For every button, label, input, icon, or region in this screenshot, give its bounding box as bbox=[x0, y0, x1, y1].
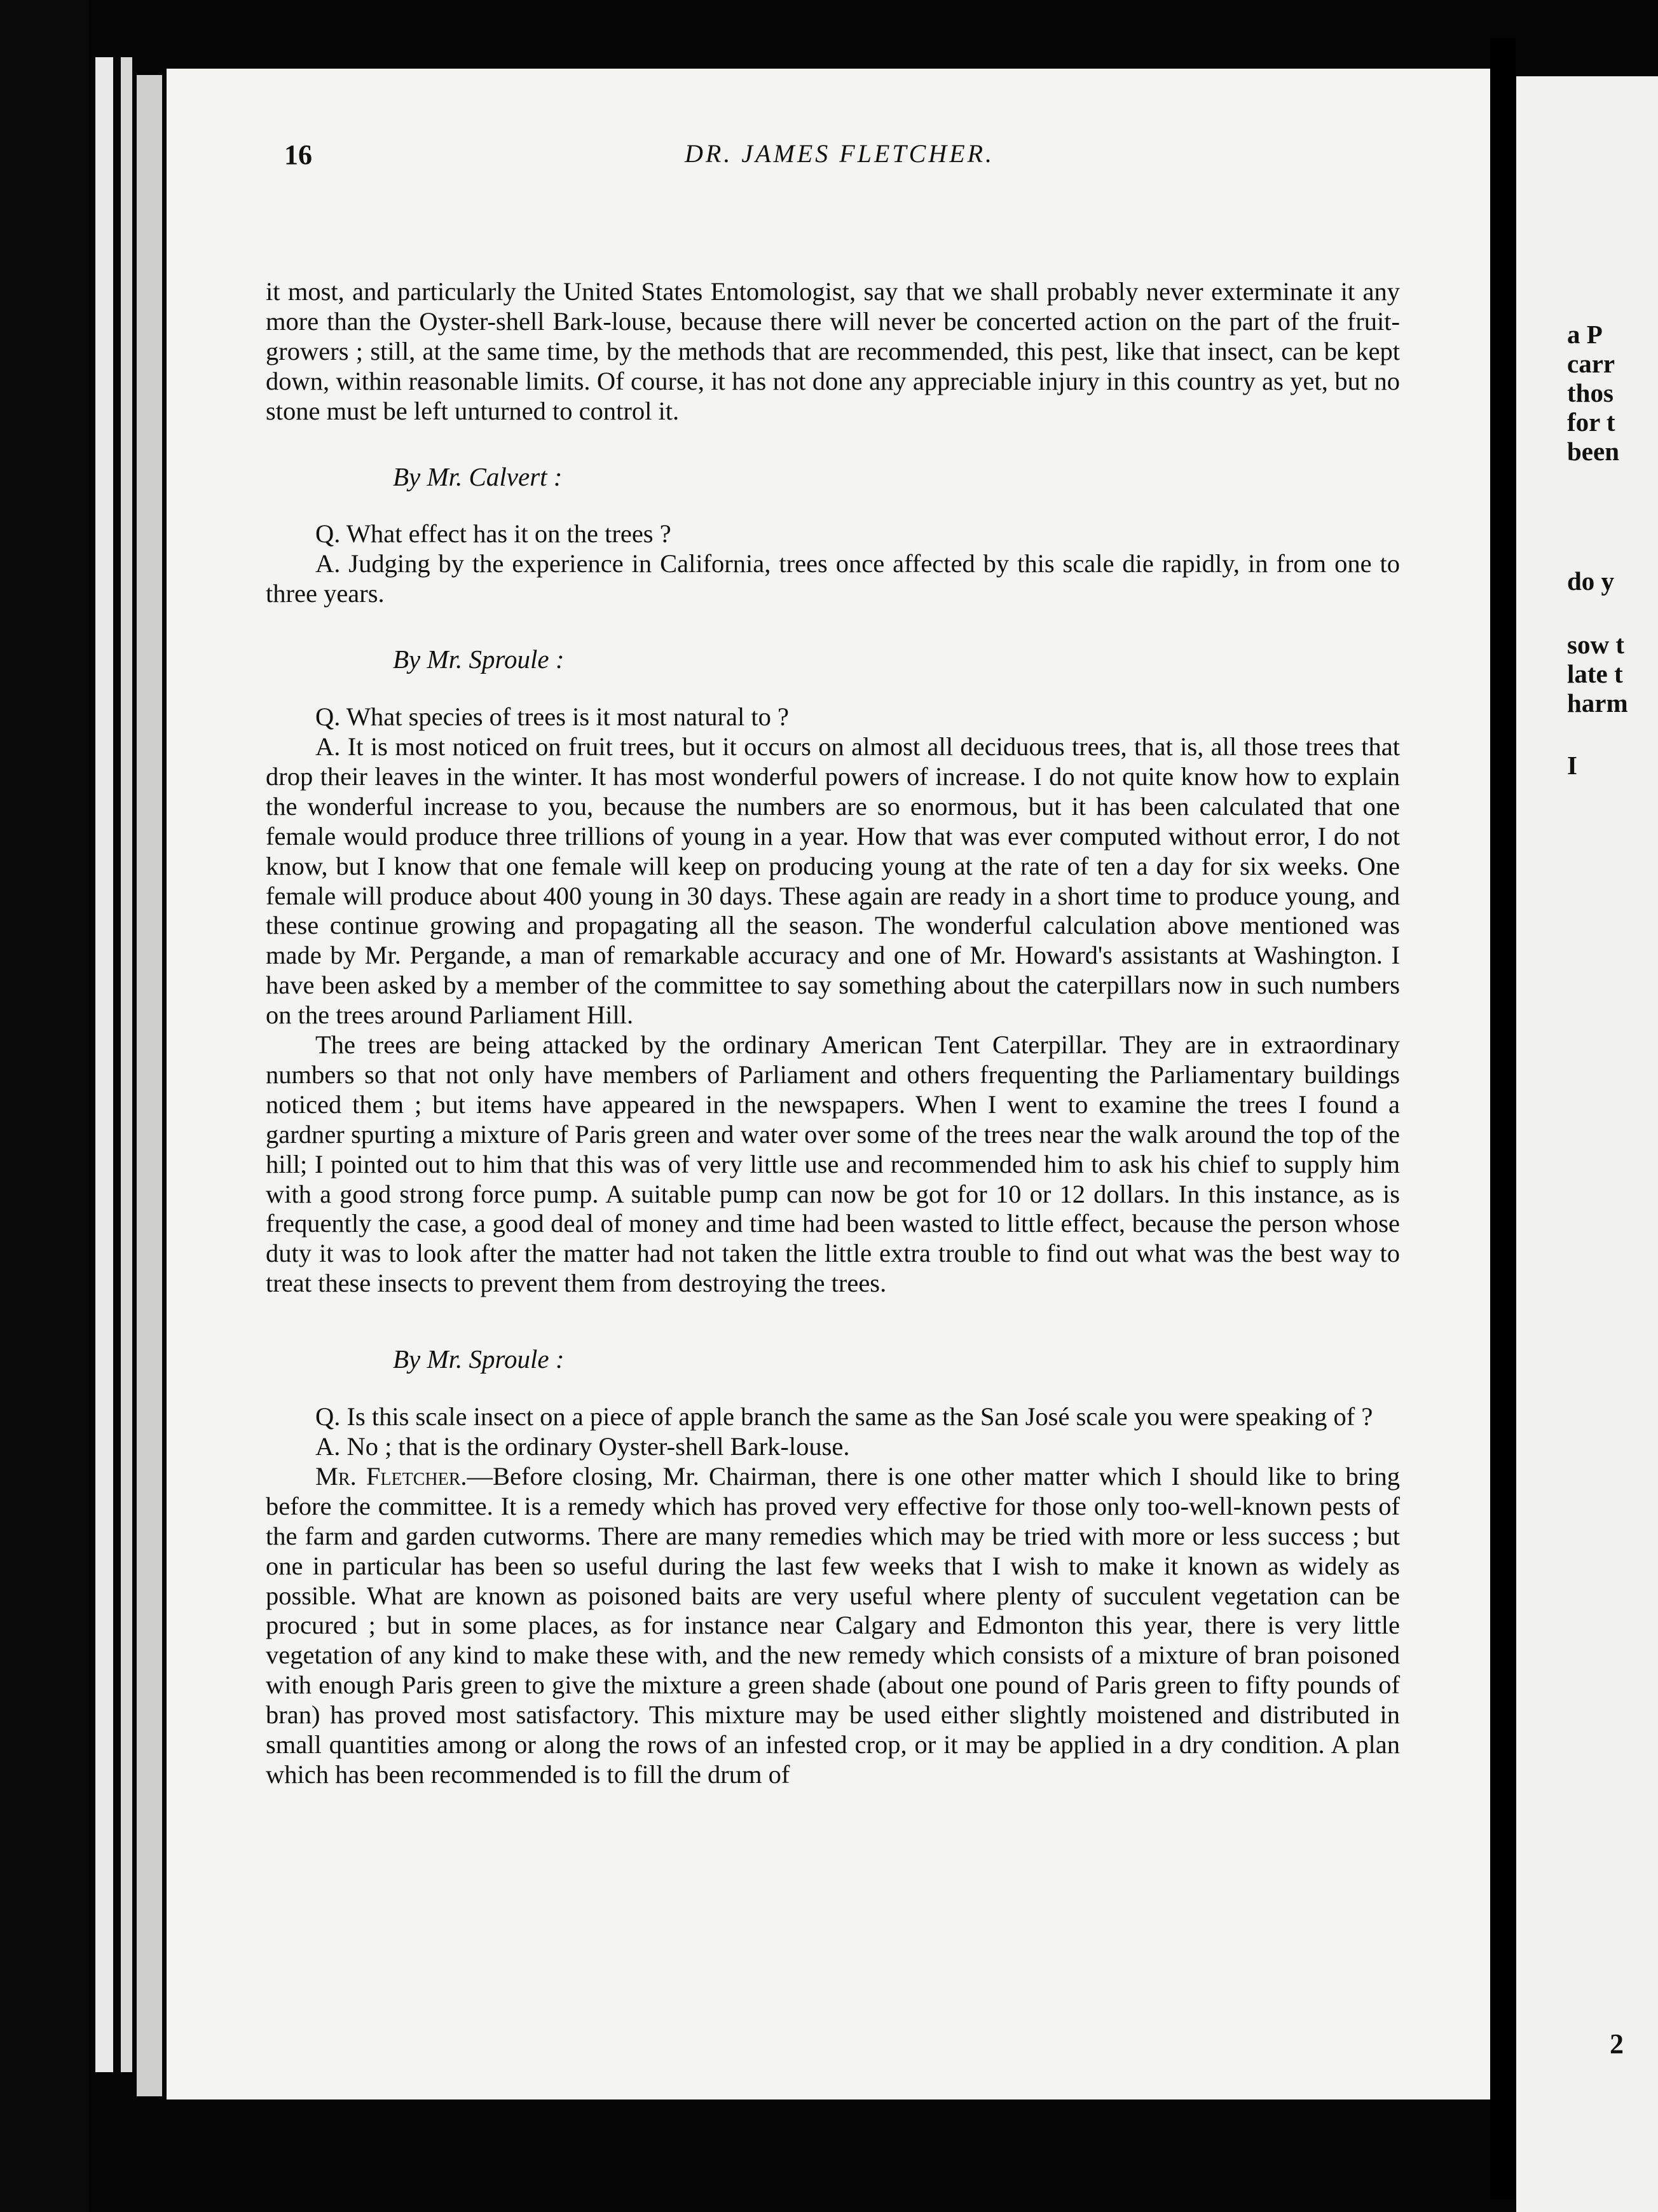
paragraph-text: —Before closing, Mr. Chairman, there is one other matter which I should like to bring before the committee. It is a remedy which has proved very effective for those only too-well-known pests of the farm and garden cutworms. There are many remedies which may be tried with more or less success ; but one in particular has been so useful during the last few weeks that I wish to make it known as widely as possible. What are known as poisoned baits are very useful where plenty of succulent vegetation can be procured ; but in some places, as for instance near Calgary and Edmonton this year, there is very little vegetation of any kind to make these with, and the new remedy which consists of a mixture of bran poisoned with enough Paris green to give the mixture a green shade (about one pound of Paris green to fifty pounds of bran) has proved most satisfactory. This mixture may be used either slightly moistened and distributed in small quantities among or along the rows of an infested crop, or it may be applied in a dry condition. A plan which has been recommended is to fill the drum of bbox=[266, 1461, 1400, 1789]
right-page-line: been bbox=[1567, 437, 1619, 466]
answer: A. Judging by the experience in California, trees once affected by this scale die rapidly, in from one to three years. bbox=[266, 549, 1400, 608]
right-page-line: carr bbox=[1567, 349, 1615, 378]
right-page-line: late t bbox=[1567, 659, 1623, 688]
question: Q. Is this scale insect on a piece of apple branch the same as the San José scale you were speaking of ? bbox=[315, 1402, 1373, 1431]
right-page-line: sow t bbox=[1567, 630, 1624, 659]
running-head: DR. JAMES FLETCHER. bbox=[685, 139, 995, 168]
page-header bbox=[284, 139, 1409, 177]
question: Q. What species of trees is it most natural to ? bbox=[315, 702, 789, 732]
page-edge bbox=[137, 75, 162, 2096]
speaker-name: Mr. Fletcher. bbox=[315, 1461, 467, 1491]
answer: A. It is most noticed on fruit trees, but it occurs on almost all deciduous trees, that is, all those trees that drop their leaves in the winter. It has most wonderful powers of increase. I do not quite know how to explain the wonderful increase to you, because the numbers are so enormous, but it has been calculated that one female would produce three trillions of young in a year. How that was ever computed without error, I do not know, but I know that one female will keep on producing young at the rate of ten a day for six weeks. One female will produce about 400 young in 30 days. These again are ready in a short time to produce young, and these continue growing and propagating all the season. The wonderful calculation above mentioned was made by Mr. Pergande, a man of remarkable accuracy and one of Mr. Howard's assistants at Washington. I have been asked by a member of the committee to say something about the caterpillars now in such numbers on the trees around Parliament Hill. bbox=[266, 732, 1400, 1030]
paragraph: it most, and particularly the United States Entomologist, say that we shall probably never exterminate it any more than the Oyster-shell Bark-louse, because there will never be concerted action on the part of the fruit-growers ; still, at the same time, by the methods that are recommended, this pest, like that insect, can be kept down, within reasonable limits. Of course, it has not done any appreciable injury in this country as yet, but no stone must be left unturned to control it. bbox=[266, 277, 1400, 425]
spine-edge bbox=[121, 57, 132, 2072]
book-spine bbox=[0, 0, 89, 2212]
right-page-line: thos bbox=[1567, 378, 1613, 407]
speaker-heading: By Mr. Calvert : bbox=[393, 461, 563, 491]
paragraph bbox=[266, 1462, 1400, 1790]
right-page-line: harm bbox=[1567, 688, 1628, 718]
page-body bbox=[266, 277, 1400, 1790]
right-page bbox=[1516, 76, 1658, 2212]
page-number: 16 bbox=[284, 139, 312, 170]
right-page-line: I bbox=[1567, 751, 1577, 780]
speaker-heading: By Mr. Sproule : bbox=[393, 645, 565, 674]
speaker-heading: By Mr. Sproule : bbox=[393, 1344, 565, 1374]
paragraph: The trees are being attacked by the ordinary American Tent Caterpillar. They are in extraordinary numbers so that not only have members of Parliament and others frequenting the Parliamentary buildings noticed them ; but items have appeared in the newspapers. When I went to examine the trees I found a gardner spurting a mixture of Paris green and water over some of the trees near the walk around the top of the hill; I pointed out to him that this was of very little use and recommended him to ask his chief to supply him with a good strong force pump. A suitable pump can now be got for 10 or 12 dollars. In this instance, as is frequently the case, a good deal of money and time had been wasted to little effect, because the person whose duty it was to look after the matter had not taken the little extra trouble to find out what was the best way to treat these insects to prevent them from destroying the trees. bbox=[266, 1030, 1400, 1298]
right-page-line: do y bbox=[1567, 566, 1615, 596]
spine-edge bbox=[95, 57, 113, 2072]
answer: A. No ; that is the ordinary Oyster-shell Bark-louse. bbox=[315, 1432, 850, 1461]
page-gutter bbox=[1490, 38, 1516, 2199]
right-page-line: a P bbox=[1567, 320, 1603, 349]
right-page-line: for t bbox=[1567, 407, 1615, 437]
right-page-footer: 2 bbox=[1610, 2028, 1624, 2059]
question: Q. What effect has it on the trees ? bbox=[315, 519, 671, 549]
